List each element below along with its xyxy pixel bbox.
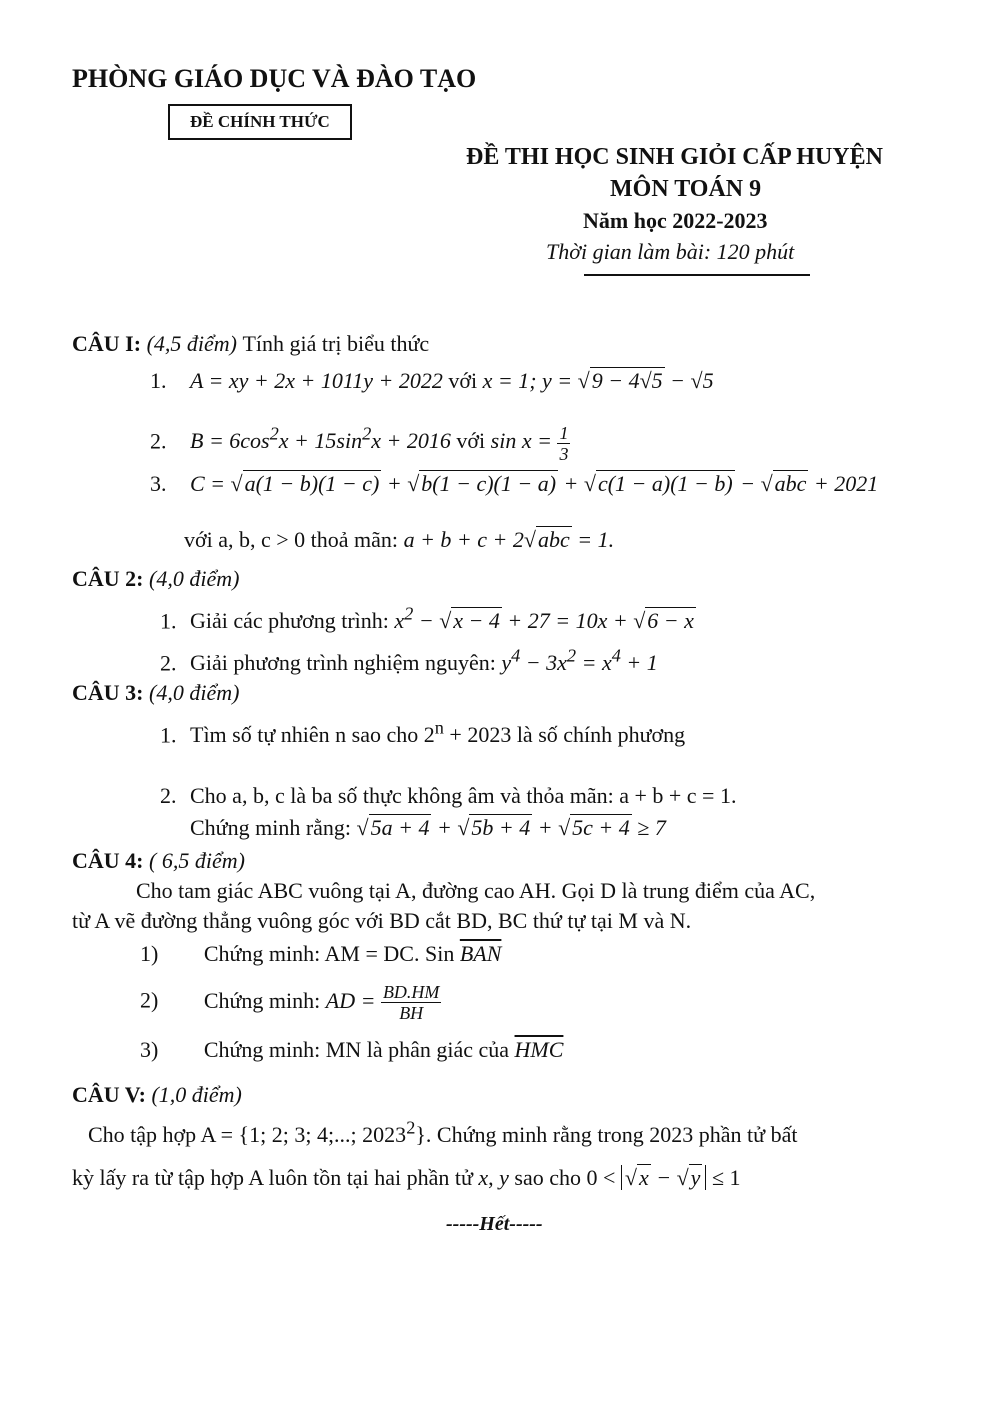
q1-instruction: Tính giá trị biểu thức bbox=[242, 331, 430, 356]
exam-time: Thời gian làm bài: 120 phút bbox=[546, 239, 795, 264]
end-marker: -----Hết----- bbox=[446, 1213, 543, 1235]
q5-points: (1,0 điểm) bbox=[151, 1082, 242, 1107]
q1-label: CÂU I: bbox=[72, 331, 142, 356]
q2-item-2: 2. Giải phương trình nghiệm nguyên: $y^4 - 3x^2 = x^4 + 1$ bbox=[160, 646, 658, 676]
q4-item-2-num: 2) bbox=[140, 987, 159, 1013]
q1-item-1-num: 1. bbox=[150, 368, 167, 393]
q5-label: CÂU V: bbox=[72, 1082, 146, 1107]
header-rule bbox=[584, 274, 810, 276]
q3-item-1-num: 1. bbox=[160, 722, 177, 748]
subject: MÔN TOÁN 9 bbox=[610, 176, 762, 202]
q3-points: (4,0 điểm) bbox=[149, 680, 240, 705]
q1-heading bbox=[72, 331, 429, 357]
q1-item-3-math: C = √a(1 − b)(1 − c) + √b(1 − c)(1 − a) + √c(1 − a)(1 − b) − √abc + 2021 bbox=[190, 471, 879, 496]
q4-heading bbox=[72, 848, 245, 874]
q2-item-1-num: 1. bbox=[160, 608, 177, 634]
q3-item-2-text: Cho a, b, c là ba số thực không âm và thỏa mãn: a + b + c = 1. bbox=[190, 783, 737, 808]
q2-heading bbox=[72, 566, 239, 592]
official-badge: ĐỀ CHÍNH THỨC bbox=[168, 104, 352, 140]
exam-title: ĐỀ THI HỌC SINH GIỎI CẤP HUYỆN bbox=[466, 144, 883, 170]
q2-item-2-num: 2. bbox=[160, 650, 177, 676]
q3-prove: Chứng minh rằng: √5a + 4 + √5b + 4 + √5c + 4 ≥ 7 bbox=[190, 815, 666, 840]
q3-heading bbox=[72, 680, 239, 706]
q2-points: (4,0 điểm) bbox=[149, 566, 240, 591]
q3-item-2 bbox=[160, 782, 736, 810]
q4-item-2: 2) Chứng minh: AD = $\frac{BD.HM}{BH}$ bbox=[140, 982, 440, 1023]
q3-item-2-num: 2. bbox=[160, 783, 177, 808]
school-year: Năm học 2022-2023 bbox=[583, 208, 768, 233]
q3-item-1: 1. Tìm số tự nhiên n sao cho $2^n + 2023$ là số chính phương bbox=[160, 718, 686, 748]
q4-intro-line-2: từ A vẽ đường thẳng vuông góc với BD cắt BD, BC thứ tự tại M và N. bbox=[72, 908, 692, 933]
q4-item-1: 1) Chứng minh: AM = DC. Sin $\overline{BAN}$ bbox=[140, 941, 502, 966]
q4-item-3-num: 3) bbox=[140, 1037, 159, 1062]
q2-item-1: 1. Giải các phương trình: $x^2 - √x - 4 + 27 = 10x + √6 - x$ bbox=[160, 604, 694, 634]
q4-item-3: 3) Chứng minh: MN là phân giác của $\overline{HMC}$ bbox=[140, 1037, 564, 1062]
q1-condition: với a, b, c > 0 thoả mãn: a + b + c + 2√abc = 1. bbox=[184, 527, 615, 552]
q5-line-2: kỳ lấy ra từ tập hợp A luôn tồn tại hai phần tử x, y sao cho 0 < √x − √y ≤ 1 bbox=[72, 1165, 741, 1190]
q1-points: (4,5 điểm) bbox=[146, 331, 237, 356]
q3-label: CÂU 3: bbox=[72, 680, 144, 705]
q1-item-3 bbox=[150, 470, 878, 498]
q1-item-2-num: 2. bbox=[150, 428, 167, 454]
q1-item-1 bbox=[150, 367, 714, 395]
q1-item-2 bbox=[150, 420, 570, 464]
q5-line-1: Cho tập hợp A = {1; 2; 3; 4;...; 2023$^2$}. Chứng minh rằng trong 2023 phần tử bất bbox=[88, 1118, 798, 1148]
q4-item-1-num: 1) bbox=[140, 941, 159, 966]
q1-item-1-math: A = xy + 2x + 1011y + 2022 với x = 1; y = √9 − 4√5 − √5 bbox=[190, 368, 714, 393]
q4-label: CÂU 4: bbox=[72, 848, 144, 873]
q1-item-3-num: 3. bbox=[150, 471, 167, 496]
q1-item-2-math: $B = 6\cos^2x + 15\sin^2x + 2016$ với sin x = $\frac{1}{3}$ bbox=[190, 422, 569, 464]
q4-points: ( 6,5 điểm) bbox=[149, 848, 245, 873]
department-name: PHÒNG GIÁO DỤC VÀ ĐÀO TẠO bbox=[72, 64, 477, 93]
q2-label: CÂU 2: bbox=[72, 566, 144, 591]
q5-heading bbox=[72, 1082, 242, 1108]
q4-intro-line-1: Cho tam giác ABC vuông tại A, đường cao AH. Gọi D là trung điểm của AC, bbox=[136, 878, 816, 903]
